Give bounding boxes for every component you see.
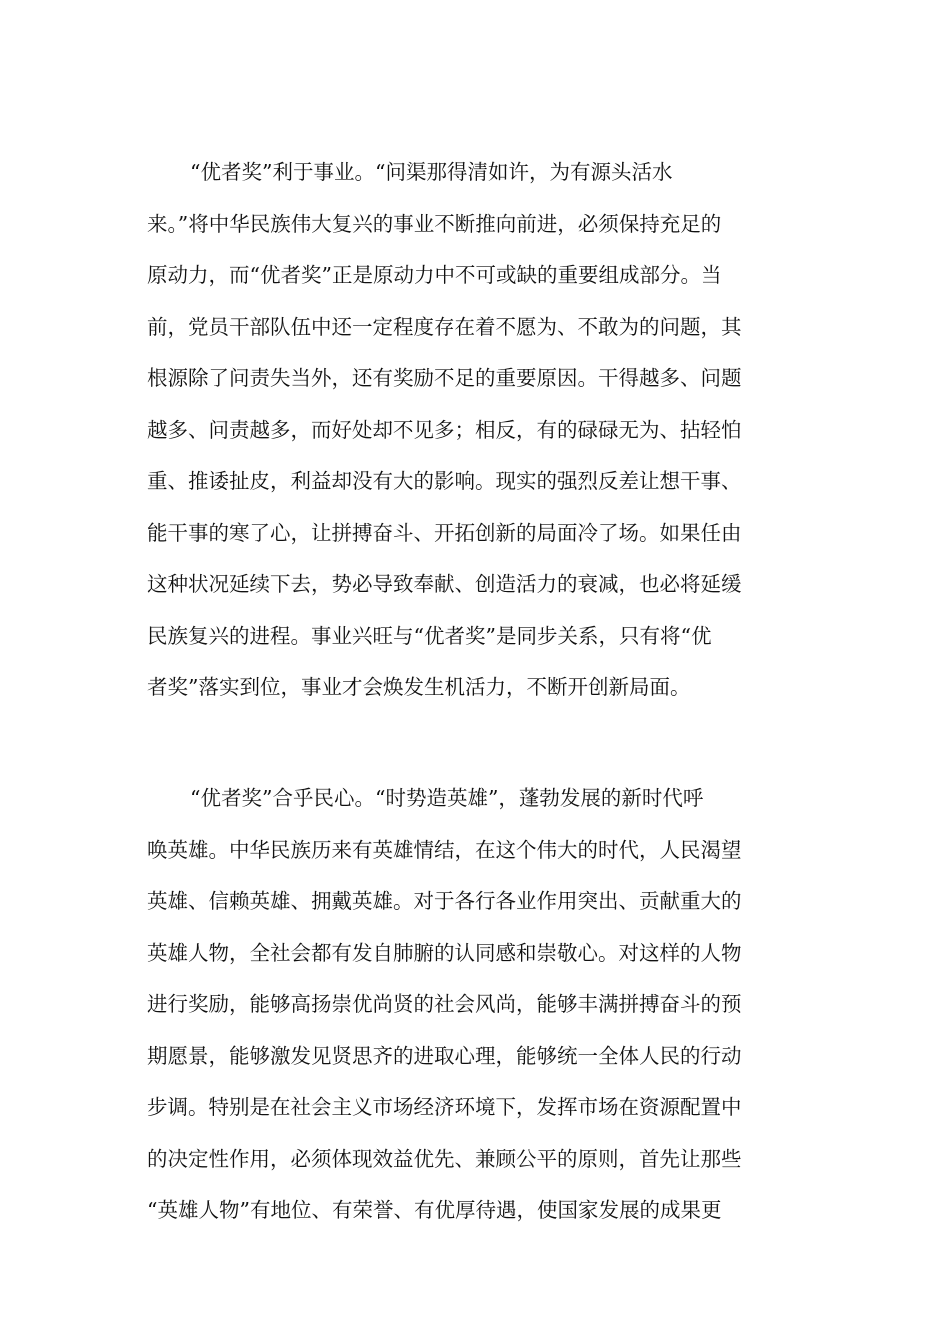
- paragraph-line: 这种状况延续下去，势必导致奉献、创造活力的衰减，也必将延缓: [147, 572, 742, 596]
- paragraph-1: [147, 152, 807, 719]
- paragraph-line: 者奖”落实到位，事业才会焕发生机活力，不断开创新局面。: [147, 675, 691, 699]
- paragraph-line: 民族复兴的进程。事业兴旺与“优者奖”是同步关系，只有将“优: [147, 623, 712, 648]
- paragraph-line: 步调。特别是在社会主义市场经济环境下，发挥市场在资源配置中: [147, 1095, 742, 1119]
- paragraph-line: 越多、问责越多，而好处却不见多；相反，有的碌碌无为、拈轻怕: [147, 417, 742, 442]
- paragraph-line: “优者奖”合乎民心。“时势造英雄”，蓬勃发展的新时代呼: [190, 786, 704, 810]
- paragraph-line: 英雄人物，全社会都有发自肺腑的认同感和崇敬心。对这样的人物: [147, 940, 742, 965]
- paragraph-2: [147, 778, 807, 1242]
- paragraph-line: 期愿景，能够激发见贤思齐的进取心理，能够统一全体人民的行动: [147, 1043, 742, 1068]
- paragraph-line: 原动力，而“优者奖”正是原动力中不可或缺的重要组成部分。当: [147, 263, 722, 287]
- paragraph-line: 能干事的寒了心，让拼搏奋斗、开拓创新的局面冷了场。如果任由: [147, 520, 742, 545]
- paragraph-line: 进行奖励，能够高扬崇优尚贤的社会风尚，能够丰满拼搏奋斗的预: [147, 992, 742, 1016]
- paragraph-line: 重、推诿扯皮，利益却没有大的影响。现实的强烈反差让想干事、: [147, 469, 742, 493]
- paragraph-line: 唤英雄。中华民族历来有英雄情结，在这个伟大的时代，人民渴望: [147, 837, 742, 862]
- paragraph-line: “英雄人物”有地位、有荣誉、有优厚待遇，使国家发展的成果更: [147, 1198, 722, 1222]
- paragraph-line: “优者奖”利于事业。“问渠那得清如许，为有源头活水: [190, 160, 673, 184]
- paragraph-line: 根源除了问责失当外，还有奖励不足的重要原因。干得越多、问题: [147, 366, 742, 390]
- paragraph-line: 的决定性作用，必须体现效益优先、兼顾公平的原则，首先让那些: [147, 1146, 742, 1171]
- paragraph-line: 前，党员干部队伍中还一定程度存在着不愿为、不敢为的问题，其: [147, 314, 742, 339]
- paragraph-line: 英雄、信赖英雄、拥戴英雄。对于各行各业作用突出、贡献重大的: [147, 889, 742, 913]
- paragraph-line: 来。”将中华民族伟大复兴的事业不断推向前进，必须保持充足的: [147, 211, 722, 236]
